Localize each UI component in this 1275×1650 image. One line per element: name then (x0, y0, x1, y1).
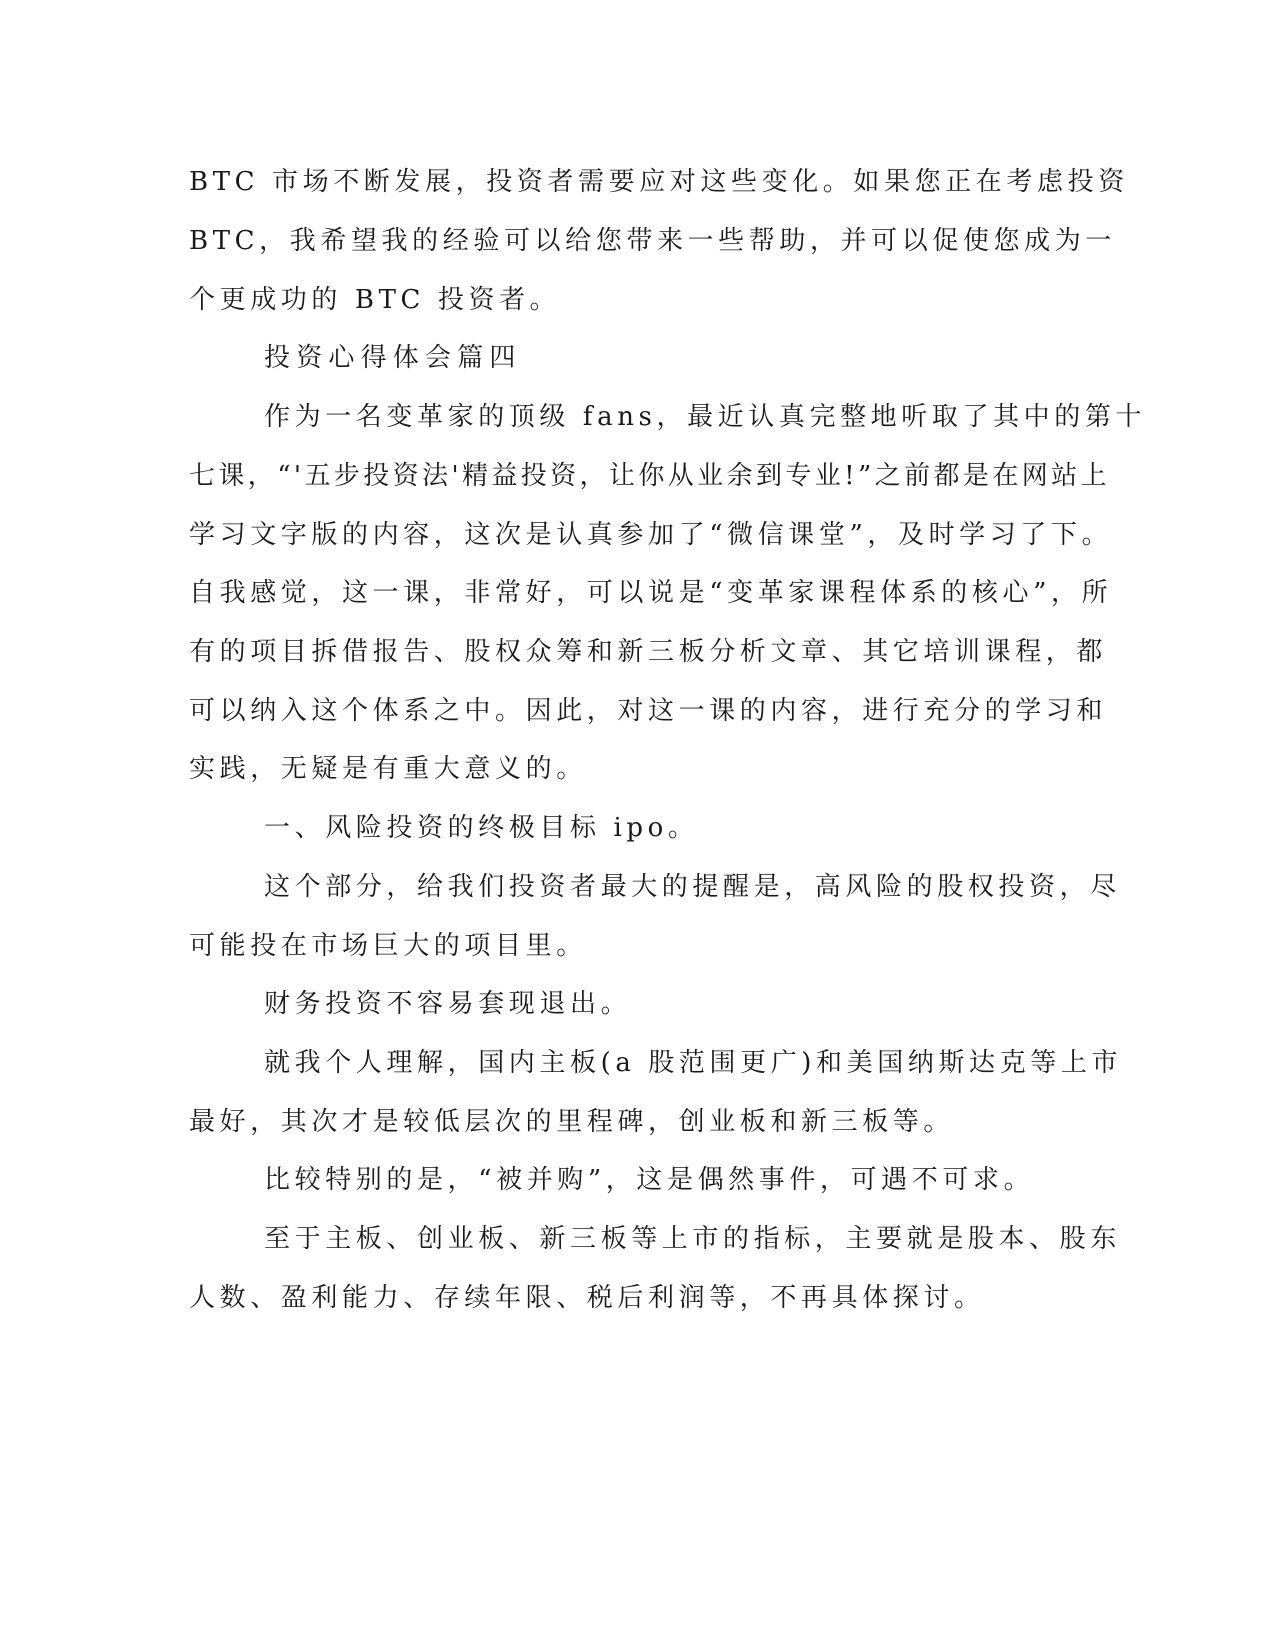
paragraph-line: 这个部分，给我们投资者最大的提醒是，高风险的股权投资，尽 (264, 872, 1121, 902)
paragraph-line: 自我感觉，这一课，非常好，可以说是“变革家课程体系的核心”，所 (189, 578, 1113, 608)
paragraph-line: 最好，其次才是较低层次的里程碑，创业板和新三板等。 (189, 1107, 955, 1137)
paragraph-line: BTC，我希望我的经验可以给您带来一些帮助，并可以促使您成为一 (189, 226, 1116, 256)
paragraph-line: 可以纳入这个体系之中。因此，对这一课的内容，进行充分的学习和 (189, 696, 1108, 726)
paragraph-line: 个更成功的 BTC 投资者。 (189, 285, 561, 315)
paragraph-line: 有的项目拆借报告、股权众筹和新三板分析文章、其它培训课程，都 (189, 637, 1108, 667)
paragraph-line: 七课，“'五步投资法'精益投资，让你从业余到专业!”之前都是在网站上 (189, 461, 1110, 491)
paragraph-line: 可能投在市场巨大的项目里。 (189, 931, 587, 961)
paragraph-line: 人数、盈利能力、存续年限、税后利润等，不再具体探讨。 (189, 1283, 985, 1313)
section-heading: 投资心得体会篇四 (264, 343, 522, 373)
paragraph-line: BTC 市场不断发展，投资者需要应对这些变化。如果您正在考虑投资 (189, 167, 1129, 197)
paragraph-line: 比较特别的是，“被并购”，这是偶然事件，可遇不可求。 (264, 1165, 1035, 1195)
paragraph-line: 一、风险投资的终极目标 ipo。 (264, 813, 699, 843)
paragraph-line: 学习文字版的内容，这次是认真参加了“微信课堂”，及时学习了下。 (189, 520, 1113, 550)
paragraph-line: 就我个人理解，国内主板(a 股范围更广)和美国纳斯达克等上市 (264, 1048, 1123, 1078)
paragraph-line: 作为一名变革家的顶级 fans，最近认真完整地听取了其中的第十 (264, 402, 1147, 432)
paragraph-line: 财务投资不容易套现退出。 (264, 989, 632, 1019)
paragraph-line: 至于主板、创业板、新三板等上市的指标，主要就是股本、股东 (264, 1224, 1121, 1254)
paragraph-line: 实践，无疑是有重大意义的。 (189, 754, 587, 784)
